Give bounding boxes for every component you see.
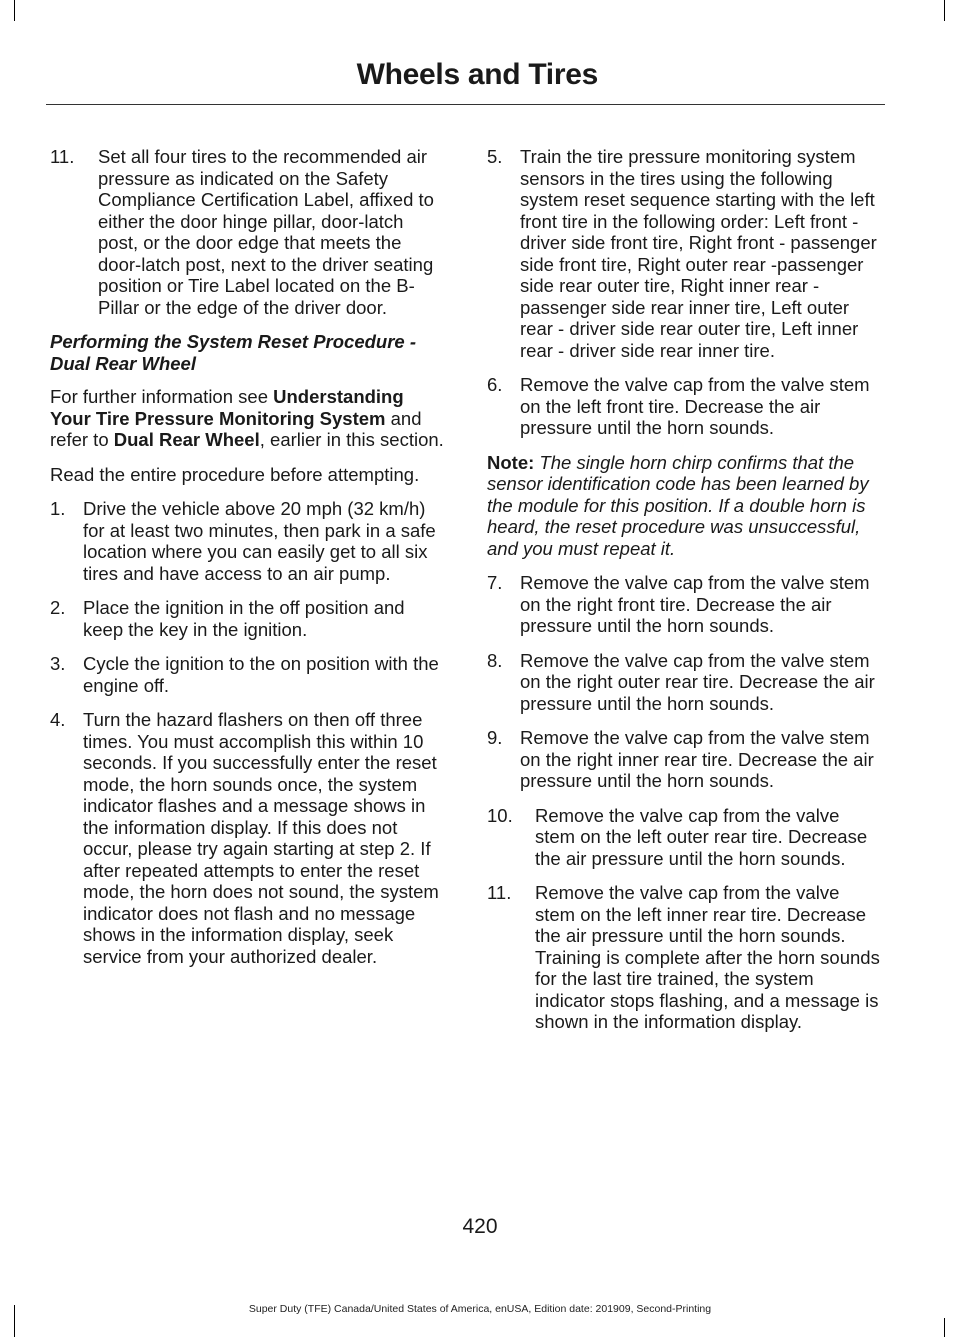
list-item bbox=[487, 146, 880, 361]
info-suffix: , earlier in this section. bbox=[259, 429, 444, 450]
note-paragraph bbox=[487, 452, 880, 560]
list-item bbox=[487, 572, 880, 637]
list-item bbox=[50, 146, 448, 318]
crop-mark-bottom-right bbox=[944, 1318, 945, 1337]
step-number: 7. bbox=[487, 572, 503, 593]
step-text: Remove the valve cap from the valve stem on the left outer rear tire. Decrease the air pressure until the horn sounds. bbox=[535, 804, 868, 869]
list-item bbox=[50, 498, 448, 584]
page-number: 420 bbox=[462, 1215, 498, 1238]
step-text: Set all four tires to the recommended air pressure as indicated on the Safety Compliance Certification Label, affixed to either the door hinge pillar, door-latch post, or the door edge that meets the door-latch post, next to the driver seating position or Tire Label located on the B-Pillar or the edge of the driver door. bbox=[98, 146, 434, 318]
intro-paragraph: Read the entire procedure before attempting. bbox=[50, 463, 420, 485]
note-label: Note: bbox=[487, 451, 535, 473]
step-number: 10. bbox=[487, 804, 513, 826]
note-text: The single horn chirp confirms that the sensor identification code has been learned by the module for this position. If a double horn is heard, the reset procedure was unsuccessful, and you must repeat it. bbox=[487, 451, 869, 559]
step-text: Train the tire pressure monitoring system sensors in the tires using the following system reset sequence starting with the left front tire in the following order: Left front - driver side front tire, Right front - passenger side front tire, Right outer rear -passenger side rear outer tire, Right inner rear - passenger side rear inner tire, Left outer rear - driver side rear outer tire, Left inner rear - driver side rear inner tire. bbox=[520, 146, 877, 361]
step-text: Drive the vehicle above 20 mph (32 km/h) for at least two minutes, then park in a safe location where you can easily get to all six tires and have access to an air pump. bbox=[83, 498, 436, 584]
list-item bbox=[487, 882, 880, 1033]
title-divider bbox=[46, 104, 885, 105]
right-column bbox=[487, 146, 880, 1046]
step-number: 3. bbox=[50, 653, 66, 674]
step-number: 4. bbox=[50, 709, 66, 730]
info-middle: and refer to bbox=[50, 407, 422, 450]
step-text: Remove the valve cap from the valve stem on the right outer rear tire. Decrease the air pressure until the horn sounds. bbox=[520, 649, 875, 714]
list-item bbox=[50, 597, 448, 640]
page-title: Wheels and Tires bbox=[356, 58, 598, 91]
list-item bbox=[487, 805, 880, 870]
list-item bbox=[487, 650, 880, 715]
list-item bbox=[50, 709, 448, 967]
step-text: Remove the valve cap from the valve stem on the right inner rear tire. Decrease the air pressure until the horn sounds. bbox=[520, 727, 874, 791]
step-text: Remove the valve cap from the valve stem on the right front tire. Decrease the air pressure until the horn sounds. bbox=[520, 572, 870, 636]
step-number: 8. bbox=[487, 649, 503, 671]
step-number: 11. bbox=[487, 882, 512, 903]
step-text: Remove the valve cap from the valve stem on the left front tire. Decrease the air pressure until the horn sounds. bbox=[520, 374, 870, 438]
step-number: 6. bbox=[487, 374, 503, 395]
left-column bbox=[50, 146, 448, 980]
footer-edition-info: Super Duty (TFE) Canada/United States of America, enUSA, Edition date: 201909, Second-Printing bbox=[248, 1303, 712, 1315]
info-prefix: For further information see bbox=[50, 386, 274, 407]
section-subheading: Performing the System Reset Procedure - Dual Rear Wheel bbox=[50, 331, 416, 374]
list-item bbox=[487, 727, 880, 792]
list-item bbox=[50, 653, 448, 696]
step-text: Place the ignition in the off position and keep the key in the ignition. bbox=[83, 597, 405, 640]
step-number: 2. bbox=[50, 597, 66, 618]
crop-mark-top-right bbox=[944, 0, 945, 21]
cross-reference-link[interactable]: Dual Rear Wheel bbox=[113, 429, 260, 450]
step-text: Remove the valve cap from the valve stem on the left inner rear tire. Decrease the air pressure until the horn sounds. Training is complete after the horn sounds for the last tire trained, the system indicator stops flashing, and a message is shown in the information display. bbox=[535, 882, 880, 1032]
step-number: 1. bbox=[50, 498, 66, 519]
cross-reference-link[interactable]: Understanding Your Tire Pressure Monitoring System bbox=[50, 386, 404, 429]
step-number: 5. bbox=[487, 146, 503, 167]
step-number: 11. bbox=[50, 146, 75, 167]
step-text: Turn the hazard flashers on then off three times. You must accomplish this within 10 seconds. If you successfully enter the reset mode, the horn sounds once, the system indicator flashes and a message shows in the information display. If this does not occur, please try again starting at step 2. If after repeated attempts to enter the reset mode, the horn does not sound, the system indicator does not flash and no message shows in the information display, seek service from your authorized dealer. bbox=[83, 709, 439, 967]
info-paragraph bbox=[50, 386, 448, 451]
list-item bbox=[487, 374, 880, 439]
step-number: 9. bbox=[487, 727, 503, 748]
step-text: Cycle the ignition to the on position with the engine off. bbox=[83, 653, 439, 696]
crop-mark-top-left bbox=[14, 0, 15, 21]
